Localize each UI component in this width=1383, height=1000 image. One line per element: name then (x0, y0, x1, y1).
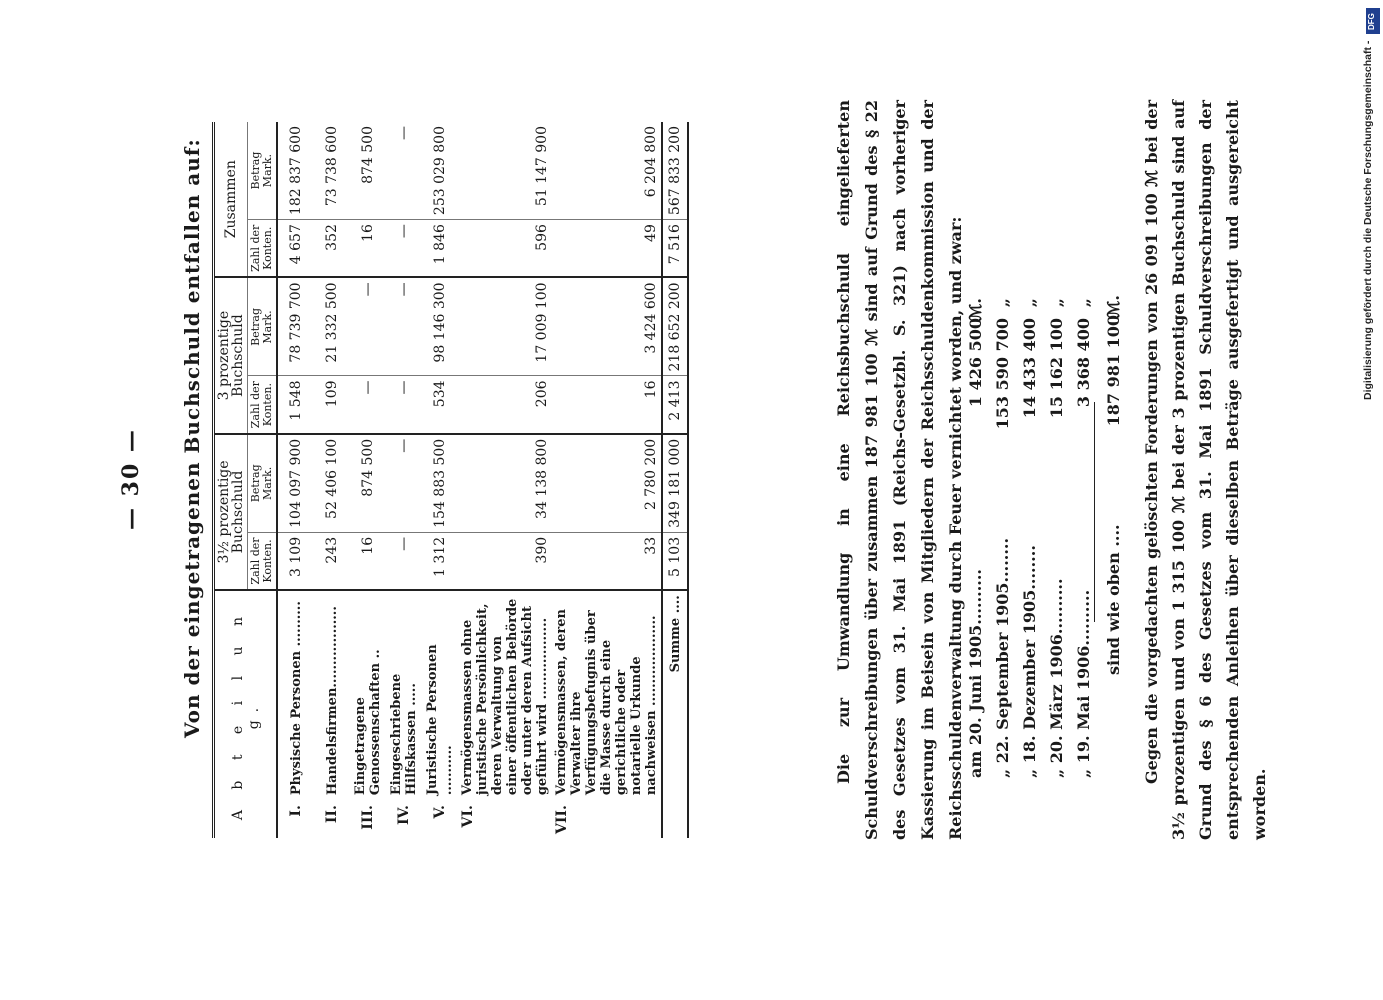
date-amount: 1 426 500 (966, 318, 985, 408)
dates-sum-label: sind wie oben .... (1104, 524, 1123, 675)
row-label: Handelsfirmen.................. (324, 606, 340, 796)
cell-amount-35: 52 406 100 (314, 434, 350, 533)
cell-amount-total: 6 204 800 (552, 122, 662, 220)
date-amount: 3 368 400 (1074, 318, 1093, 408)
cell-amount-3: 21 332 500 (314, 277, 350, 376)
sub-count-3: Zahl der Konten. (248, 376, 278, 434)
cell-count-total: 596 (458, 220, 552, 278)
group-3-header: 3 prozentige Buchschuld (214, 277, 248, 433)
date-label: „ 18. Dezember 1905........ (1020, 545, 1039, 778)
cell-amount-3: 17 009 100 (458, 277, 552, 376)
cell-amount-total: 73 738 600 (314, 122, 350, 220)
list-item (966, 178, 993, 778)
table-row (386, 122, 422, 838)
dfg-logo (1366, 8, 1380, 34)
row-label: Eingeschriebene Hilfskassen ..... (389, 673, 419, 796)
cell-amount-35: 874 500 (350, 434, 386, 533)
sum-count-total: 7 516 (662, 220, 688, 278)
cell-count-3: — (386, 376, 422, 434)
cell-amount-35: 2 780 200 (552, 434, 662, 533)
date-unit: „ (1047, 298, 1066, 308)
cell-count-35: 33 (552, 532, 662, 590)
sub-count-35: Zahl der Konten. (248, 532, 278, 590)
cell-count-total: — (386, 220, 422, 278)
row-number: IV. (396, 805, 412, 825)
cell-count-3: 16 (552, 376, 662, 434)
sum-row (662, 122, 688, 838)
cell-amount-3: 3 424 600 (552, 277, 662, 376)
cell-count-total: 1 846 (422, 220, 458, 278)
cell-count-3: 534 (422, 376, 458, 434)
paragraph-text: Gegen die vorgedachten gelöschten Forderungen von 26 091 100 ℳ bei der 3½ prozentigen und von 1 315 100 ℳ bei der 3 prozentigen Buchschuld sind auf Grund des § 6 des Gesetzes vom 31. Mai 1891 Schuldverschreibungen der entsprechenden Anleihen über dieselben Beträge ausgefertigt und ausgereicht worden. (1142, 100, 1269, 840)
cell-count-3: — (350, 376, 386, 434)
table-row (350, 122, 386, 838)
logo-text: DFG (1367, 13, 1376, 30)
sum-amount-3: 218 652 200 (662, 277, 688, 376)
paragraph-loeschung (1138, 100, 1273, 840)
table-row (422, 122, 458, 838)
row-label: Juristische Personen ........... (425, 644, 455, 796)
row-label: Vermögensmassen ohne juristische Persönlichkeit, deren Verwaltung von einer öffentlichen Behörde oder unter deren Aufsicht geführt wird .................. (460, 598, 550, 796)
date-amount: 153 590 700 (993, 318, 1012, 430)
date-amount: 15 162 100 (1047, 318, 1066, 419)
cell-count-35: 243 (314, 532, 350, 590)
row-label: Physische Personen .......... (288, 601, 304, 796)
cell-amount-3: — (386, 277, 422, 376)
date-label: „ 20. März 1906.......... (1047, 578, 1066, 778)
sum-count-35: 5 103 (662, 532, 688, 590)
cell-count-total: 49 (552, 220, 662, 278)
abteilung-header: A b t e i l u n g. (214, 590, 278, 838)
cell-count-35: 3 109 (277, 532, 314, 590)
row-number: II. (324, 805, 340, 824)
row-number: VII. (554, 805, 570, 834)
sub-amount-35: Betrag Mark. (248, 434, 278, 533)
sum-amount-total: 567 833 200 (662, 122, 688, 220)
cell-amount-35: 34 138 800 (458, 434, 552, 533)
dates-sum-row (1104, 175, 1131, 775)
page-number: — 30 — (118, 428, 144, 530)
row-number: VI. (460, 805, 476, 828)
date-label: „ 19. Mai 1906.......... (1074, 589, 1093, 778)
row-number: I. (288, 805, 304, 817)
paragraph-umwandlung (830, 100, 970, 840)
credit-text: Digitalisierung gefördert durch die Deutsche Forschungsgemeinschaft - (1362, 40, 1374, 400)
table-row (552, 122, 662, 838)
cell-count-35: 1 312 (422, 532, 458, 590)
sub-amount-3: Betrag Mark. (248, 277, 278, 376)
cell-amount-3: 78 739 700 (277, 277, 314, 376)
group-total-header: Zusammen (214, 122, 248, 277)
cell-amount-total: 253 029 800 (422, 122, 458, 220)
sub-amount-total: Betrag Mark. (248, 122, 278, 220)
dates-sum-amount: 187 981 100 (1104, 315, 1123, 427)
sum-label: Summe .... (662, 590, 688, 799)
cell-amount-total: 182 837 600 (277, 122, 314, 220)
sum-amount-35: 349 181 000 (662, 434, 688, 533)
cell-count-3: 206 (458, 376, 552, 434)
cell-amount-35: 104 097 900 (277, 434, 314, 533)
list-item (1047, 178, 1074, 778)
group-35-header: 3½ prozentige Buchschuld (214, 434, 248, 590)
date-unit: „ (993, 298, 1012, 308)
row-number: V. (432, 805, 448, 819)
table-row (277, 122, 314, 838)
sum-rule (1094, 402, 1095, 622)
list-item (1020, 178, 1047, 778)
cell-count-35: 390 (458, 532, 552, 590)
date-unit: „ (1020, 298, 1039, 308)
row-label: Eingetragene Genossenschaften .. (353, 649, 383, 796)
cell-amount-total: 51 147 900 (458, 122, 552, 220)
sub-count-total: Zahl der Konten. (248, 220, 278, 278)
sum-count-3: 2 413 (662, 376, 688, 434)
cell-amount-total: — (386, 122, 422, 220)
dates-sum-unit: ℳ. (1104, 295, 1123, 318)
cell-count-35: 16 (350, 532, 386, 590)
row-label: Vermögensmassen, deren Verwalter ihre Verfügungsbefugnis über die Masse durch eine gerichtliche oder notarielle Urkunde nachweisen .................... (554, 609, 659, 796)
cell-count-3: 109 (314, 376, 350, 434)
date-label: am 20. Juni 1905.......... (966, 569, 985, 778)
cell-amount-3: 98 146 300 (422, 277, 458, 376)
destruction-dates-list (966, 178, 1101, 778)
table-row (314, 122, 350, 838)
cell-count-total: 16 (350, 220, 386, 278)
date-label: „ 22. September 1905........ (993, 537, 1012, 778)
row-number: III. (360, 805, 376, 830)
date-amount: 14 433 400 (1020, 318, 1039, 419)
list-item (993, 178, 1020, 778)
paragraph-text: Die zur Umwandlung in eine Reichsbuchschuld eingelieferten Schuldverschreibungen über zusammen 187 981 100 ℳ sind auf Grund des § 22 des Gesetzes vom 31. Mai 1891 (Reichs-Gesetzbl. S. 321) nach vorheriger Kassierung im Beisein von Mitgliedern der Reichsschuldenkommission und der Reichsschuldenverwaltung durch Feuer vernichtet worden, und zwar: (834, 100, 965, 840)
cell-count-total: 4 657 (277, 220, 314, 278)
date-unit: ℳ. (966, 298, 985, 321)
cell-count-total: 352 (314, 220, 350, 278)
date-unit: „ (1074, 298, 1093, 308)
cell-amount-35: 154 883 500 (422, 434, 458, 533)
cell-amount-total: 874 500 (350, 122, 386, 220)
cell-count-3: 1 548 (277, 376, 314, 434)
list-item (1074, 178, 1101, 778)
table-row (458, 122, 552, 838)
buchschuld-table (212, 122, 689, 838)
digitization-credit (1352, 10, 1372, 400)
cell-amount-3: — (350, 277, 386, 376)
cell-count-35: — (386, 532, 422, 590)
cell-amount-35: — (386, 434, 422, 533)
table-heading: Von der eingetragenen Buchschuld entfallen auf: (180, 138, 204, 738)
